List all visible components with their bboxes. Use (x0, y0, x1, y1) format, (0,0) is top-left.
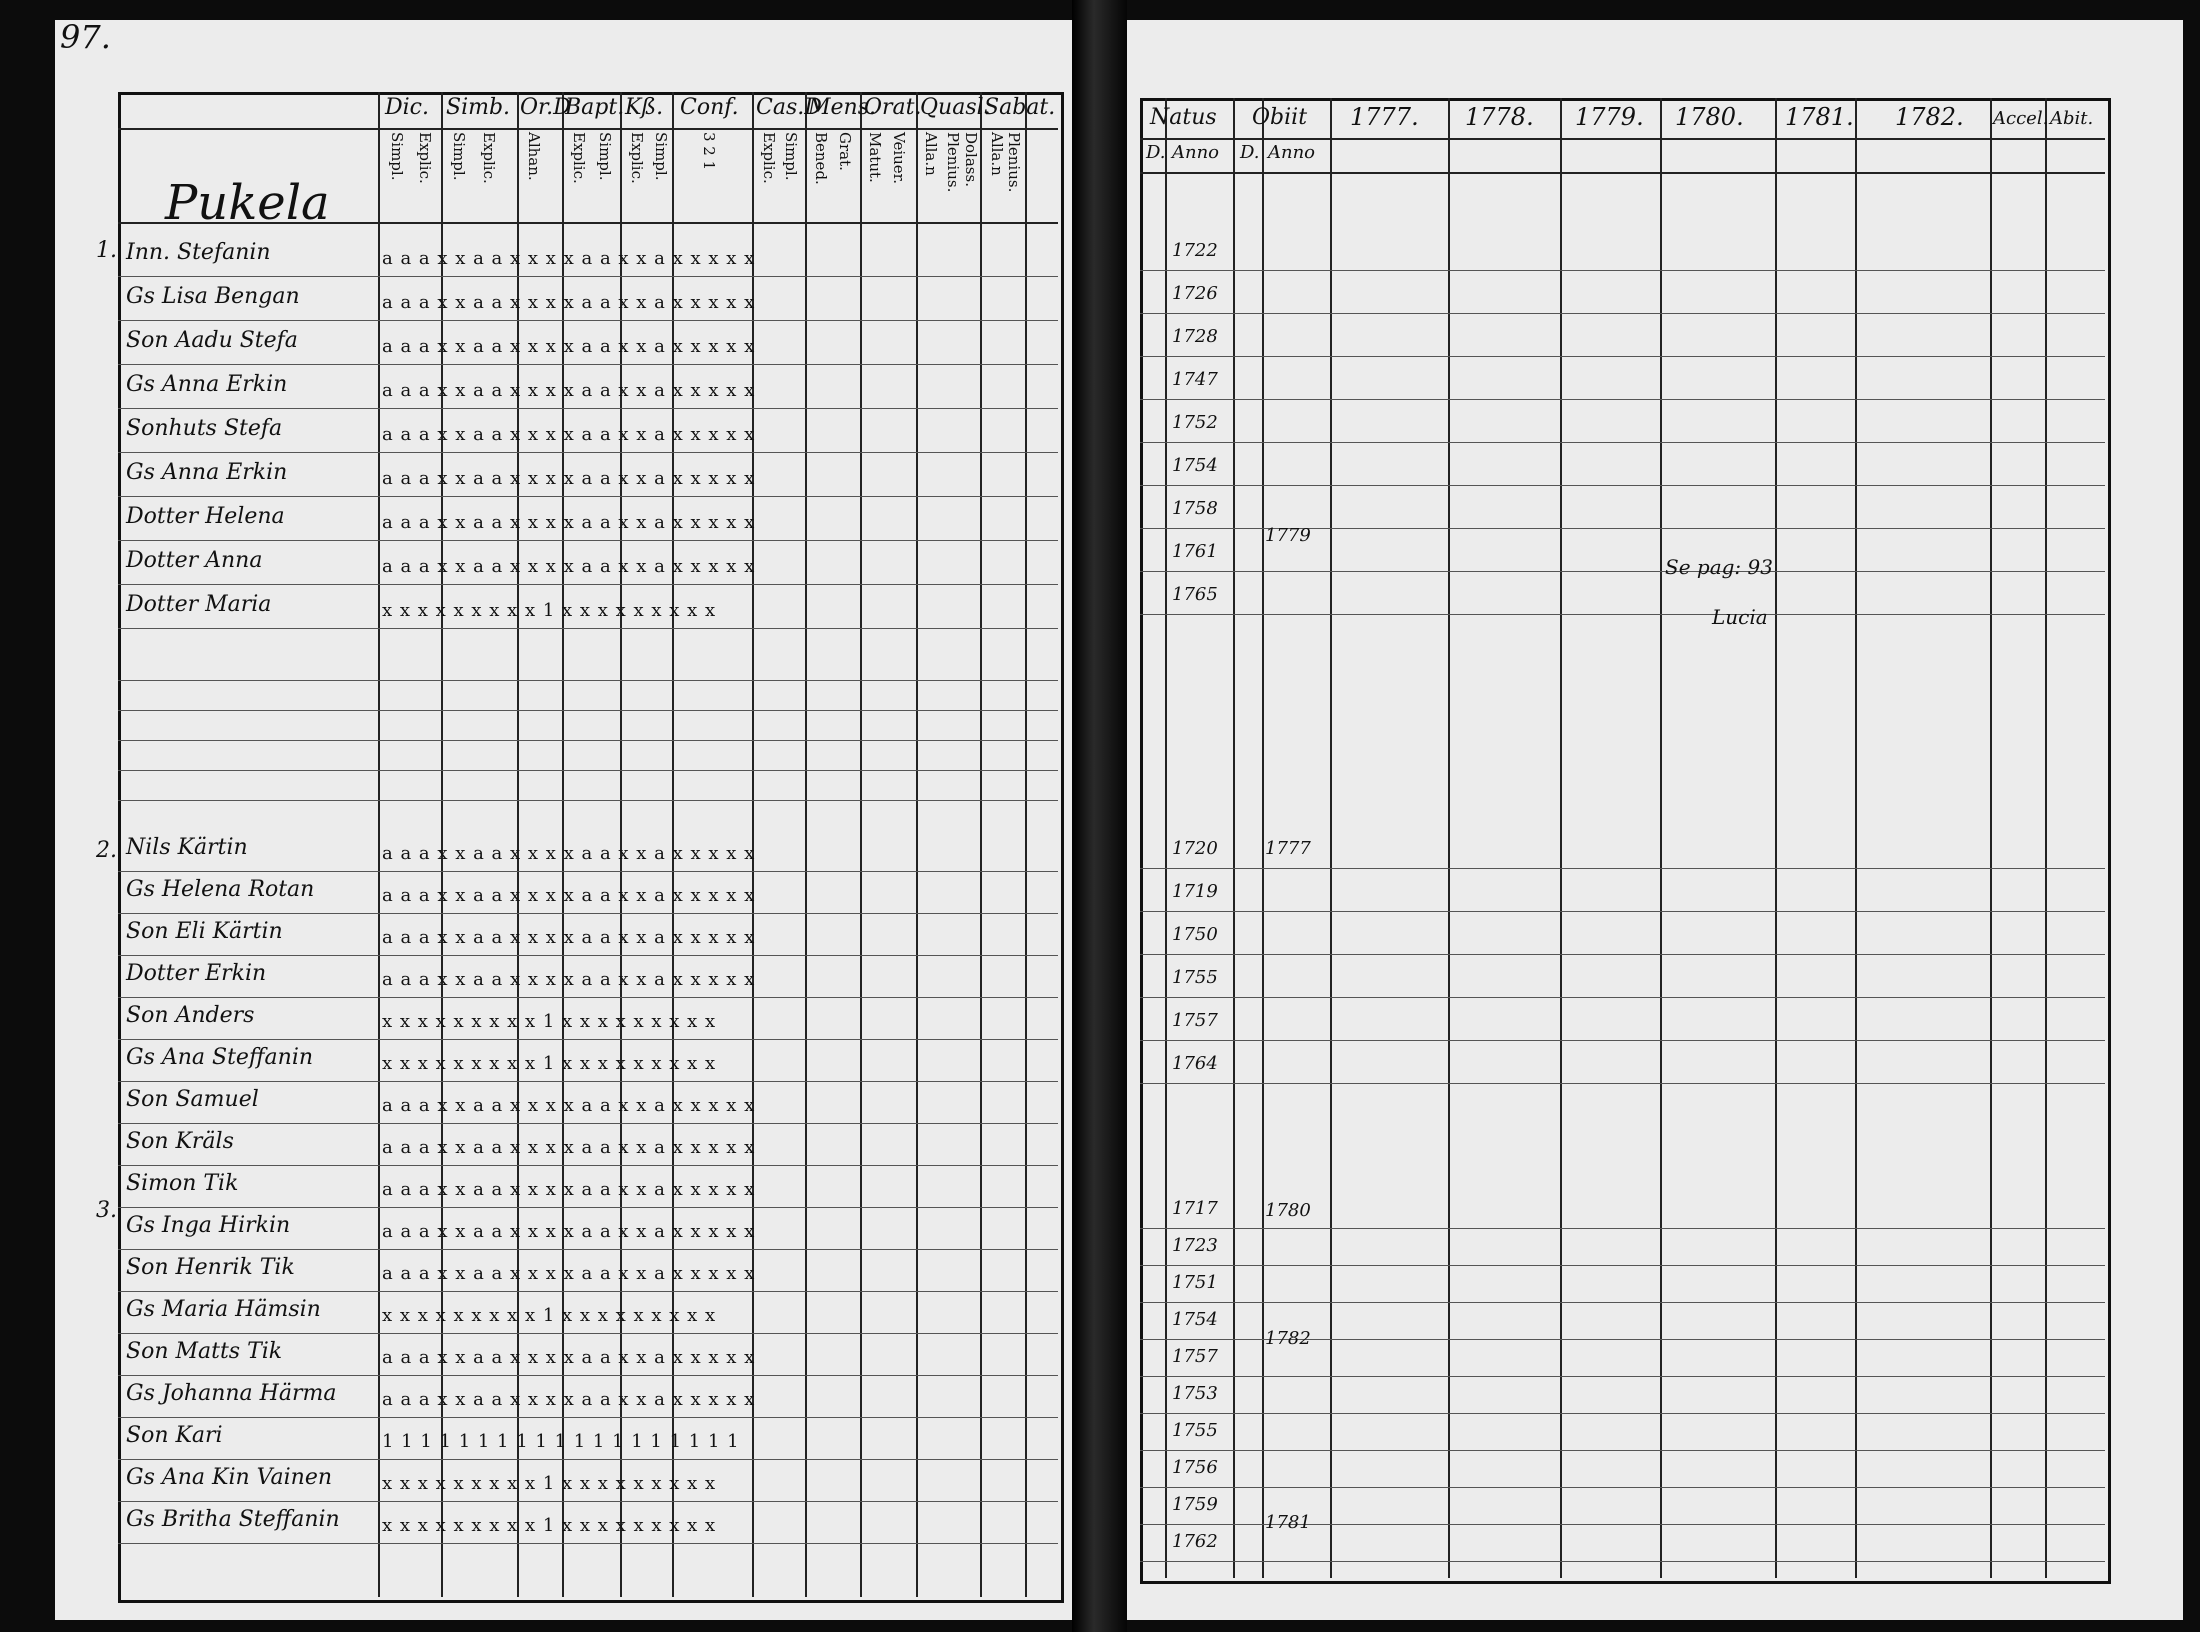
person-name: Son Henrik Tik (126, 1255, 295, 1280)
column-rule (1448, 98, 1450, 1578)
person-name: Son Aadu Stefa (126, 328, 298, 353)
row-rule (1140, 270, 2105, 271)
examination-marks: a a a x x a a x x x x a a x x a x x x x x (382, 1137, 756, 1158)
birth-year: 1717 (1172, 1198, 1218, 1219)
row-rule (1140, 1450, 2105, 1451)
examination-marks: a a a x x a a x x x x a a x x a x x x x x (382, 927, 756, 948)
person-name: Son Kräls (126, 1129, 234, 1154)
household-number: 1. (96, 238, 117, 263)
subheader: Bened. (812, 132, 830, 185)
column-rule (1855, 98, 1857, 1578)
subheader: Explic. (416, 132, 434, 184)
row-rule (1140, 1413, 2105, 1414)
birth-year: 1720 (1172, 838, 1218, 859)
examination-marks: a a a x x a a x x x x a a x x a x x x x x (382, 512, 756, 533)
birth-year: 1758 (1172, 498, 1218, 519)
person-name: Son Samuel (126, 1087, 259, 1112)
row-rule (118, 1249, 1058, 1250)
column-rule (1660, 98, 1662, 1578)
header-quasl: Quasl. (920, 95, 991, 120)
header-rule (1140, 172, 2105, 174)
person-name: Gs Helena Rotan (126, 877, 315, 902)
header-rule (118, 128, 1058, 130)
header-bapt: Bapt. (565, 95, 625, 120)
birth-year: 1755 (1172, 1420, 1218, 1441)
person-name: Gs Ana Kin Vainen (126, 1465, 333, 1490)
person-name: Son Eli Kärtin (126, 919, 283, 944)
header-conf: Conf. (680, 95, 739, 120)
birth-year: 1764 (1172, 1053, 1218, 1074)
row-rule (1140, 1487, 2105, 1488)
column-rule (980, 92, 982, 1597)
row-rule (118, 1501, 1058, 1502)
examination-marks: a a a x x a a x x x x a a x x a x x x x x (382, 468, 756, 489)
subheader: Simpl. (388, 132, 406, 181)
row-rule (1140, 997, 2105, 998)
examination-marks: a a a x x a a x x x x a a x x a x x x x x (382, 1347, 756, 1368)
column-rule (1025, 92, 1027, 1597)
row-rule (118, 1375, 1058, 1376)
header-natus: Natus (1150, 105, 1217, 130)
person-name: Gs Ana Steffanin (126, 1045, 314, 1070)
name-note: Lucia (1712, 605, 1768, 629)
row-rule (1140, 1302, 2105, 1303)
birth-year: 1719 (1172, 881, 1218, 902)
household-number: 3. (96, 1198, 117, 1223)
examination-marks: a a a x x a a x x x x a a x x a x x x x x (382, 556, 756, 577)
subheader: Explic. (628, 132, 646, 184)
subheader: Explic. (480, 132, 498, 184)
row-rule (118, 1543, 1058, 1544)
person-name: Son Matts Tik (126, 1339, 283, 1364)
row-rule (1140, 399, 2105, 400)
row-rule (118, 710, 1058, 711)
death-year: 1782 (1265, 1328, 1311, 1349)
row-rule (118, 1039, 1058, 1040)
column-rule (1560, 98, 1562, 1578)
row-rule (1140, 954, 2105, 955)
header-ord: Or.D (520, 95, 571, 120)
examination-marks: a a a x x a a x x x x a a x x a x x x x x (382, 1221, 756, 1242)
examination-marks: a a a x x a a x x x x a a x x a x x x x x (382, 1179, 756, 1200)
birth-year: 1762 (1172, 1531, 1218, 1552)
birth-year: 1726 (1172, 283, 1218, 304)
row-rule (118, 1081, 1058, 1082)
examination-marks: a a a x x a a x x x x a a x x a x x x x x (382, 380, 756, 401)
death-year: 1781 (1265, 1512, 1311, 1533)
birth-year: 1756 (1172, 1457, 1218, 1478)
row-rule (1140, 356, 2105, 357)
row-rule (118, 584, 1058, 585)
row-rule (118, 1459, 1058, 1460)
examination-marks: x x x x x x x x x 1 x x x x x x x x x (382, 1305, 717, 1326)
row-rule (118, 871, 1058, 872)
page-number: 97. (60, 18, 111, 56)
subheader: Explic. (760, 132, 778, 184)
examination-marks: a a a x x a a x x x x a a x x a x x x x x (382, 843, 756, 864)
examination-marks: x x x x x x x x x 1 x x x x x x x x x (382, 1473, 717, 1494)
header-obiit: Obiit (1252, 105, 1308, 130)
subheader: Dolass. (962, 132, 980, 187)
row-rule (1140, 1083, 2105, 1084)
examination-marks: a a a x x a a x x x x a a x x a x x x x x (382, 1095, 756, 1116)
header-simb: Simb. (446, 95, 511, 120)
row-rule (118, 408, 1058, 409)
column-rule (1990, 98, 1992, 1578)
row-rule (118, 800, 1058, 801)
death-year: 1777 (1265, 838, 1311, 859)
row-rule (1140, 485, 2105, 486)
examination-marks: a a a x x a a x x x x a a x x a x x x x x (382, 969, 756, 990)
person-name: Dotter Helena (126, 504, 285, 529)
header-accel: Accel. (1993, 108, 2049, 129)
row-rule (118, 1333, 1058, 1334)
birth-year: 1722 (1172, 240, 1218, 261)
subheader: Simpl. (782, 132, 800, 181)
examination-marks: a a a x x a a x x x x a a x x a x x x x x (382, 248, 756, 269)
person-name: Dotter Erkin (126, 961, 267, 986)
header-year-1778: 1778. (1465, 103, 1534, 131)
person-name: Nils Kärtin (126, 835, 248, 860)
subheader: Simpl. (596, 132, 614, 181)
birth-year: 1723 (1172, 1235, 1218, 1256)
row-rule (118, 452, 1058, 453)
subheader: Simpl. (450, 132, 468, 181)
header-year-1779: 1779. (1575, 103, 1644, 131)
column-rule (2045, 98, 2047, 1578)
row-rule (118, 496, 1058, 497)
row-rule (118, 320, 1058, 321)
row-rule (118, 997, 1058, 998)
birth-year: 1759 (1172, 1494, 1218, 1515)
header-year-1781: 1781. (1785, 103, 1854, 131)
birth-year: 1752 (1172, 412, 1218, 433)
subheader: Plenius. (944, 132, 962, 193)
row-rule (118, 740, 1058, 741)
row-rule (118, 1123, 1058, 1124)
row-rule (118, 680, 1058, 681)
birth-year: 1728 (1172, 326, 1218, 347)
person-name: Son Anders (126, 1003, 255, 1028)
person-name: Sonhuts Stefa (126, 416, 283, 441)
column-rule (1775, 98, 1777, 1578)
row-rule (118, 540, 1058, 541)
birth-year: 1755 (1172, 967, 1218, 988)
person-name: Dotter Maria (126, 592, 272, 617)
column-rule (1233, 98, 1235, 1578)
examination-marks: a a a x x a a x x x x a a x x a x x x x x (382, 1389, 756, 1410)
row-rule (1140, 1228, 2105, 1229)
subheader: Matut. (866, 132, 884, 183)
cross-reference-note: Se pag: 93 (1665, 555, 1773, 579)
row-rule (118, 276, 1058, 277)
examination-marks: x x x x x x x x x 1 x x x x x x x x x (382, 1515, 717, 1536)
examination-marks: x x x x x x x x x 1 x x x x x x x x x (382, 1011, 717, 1032)
row-rule (1140, 614, 2105, 615)
row-rule (118, 913, 1058, 914)
person-name: Gs Johanna Härma (126, 1381, 337, 1406)
examination-marks: a a a x x a a x x x x a a x x a x x x x x (382, 292, 756, 313)
birth-year: 1753 (1172, 1383, 1218, 1404)
header-dic: Dic. (385, 95, 429, 120)
column-rule (1330, 98, 1332, 1578)
birth-year: 1750 (1172, 924, 1218, 945)
row-rule (1140, 442, 2105, 443)
subheader: Plenius. (1005, 132, 1023, 193)
row-rule (118, 770, 1058, 771)
household-number: 2. (96, 838, 117, 863)
birth-year: 1747 (1172, 369, 1218, 390)
subheader-obiit-day: D. (1240, 142, 1260, 163)
column-rule (860, 92, 862, 1597)
examination-marks: x x x x x x x x x 1 x x x x x x x x x (382, 1053, 717, 1074)
row-rule (118, 628, 1058, 629)
examination-marks: a a a x x a a x x x x a a x x a x x x x x (382, 336, 756, 357)
row-rule (1140, 1040, 2105, 1041)
death-year: 1779 (1265, 525, 1311, 546)
row-rule (118, 1165, 1058, 1166)
row-rule (118, 364, 1058, 365)
row-rule (1140, 1561, 2105, 1562)
birth-year: 1751 (1172, 1272, 1218, 1293)
row-rule (118, 955, 1058, 956)
death-year: 1780 (1265, 1200, 1311, 1221)
person-name: Dotter Anna (126, 548, 263, 573)
person-name: Inn. Stefanin (126, 240, 271, 265)
subheader: Alhan. (525, 132, 543, 181)
column-rule (1262, 98, 1264, 1578)
subheader: 3 2 1 (700, 132, 718, 171)
subheader-obiit-anno: Anno (1268, 142, 1316, 163)
village-name: Pukela (165, 175, 330, 231)
row-rule (118, 1207, 1058, 1208)
subheader: Grat. (836, 132, 854, 171)
examination-marks: a a a x x a a x x x x a a x x a x x x x x (382, 885, 756, 906)
header-orat: Orat. (864, 95, 922, 120)
examination-marks: 1 1 1 1 1 1 1 1 1 1 1 1 1 1 1 1 1 1 1 (382, 1431, 740, 1452)
person-name: Gs Lisa Bengan (126, 284, 300, 309)
person-name: Son Kari (126, 1423, 223, 1448)
subheader: Explic. (570, 132, 588, 184)
examination-marks: a a a x x a a x x x x a a x x a x x x x x (382, 424, 756, 445)
row-rule (1140, 571, 2105, 572)
subheader-natus-anno: Anno (1172, 142, 1220, 163)
header-abit: Abit. (2050, 108, 2094, 129)
header-year-1780: 1780. (1675, 103, 1744, 131)
subheader: Simpl. (652, 132, 670, 181)
header-year-1782: 1782. (1895, 103, 1964, 131)
birth-year: 1754 (1172, 1309, 1218, 1330)
examination-marks: x x x x x x x x x 1 x x x x x x x x x (382, 600, 717, 621)
person-name: Gs Britha Steffanin (126, 1507, 340, 1532)
person-name: Gs Maria Hämsin (126, 1297, 321, 1322)
birth-year: 1754 (1172, 455, 1218, 476)
birth-year: 1757 (1172, 1346, 1218, 1367)
subheader: Alla.n (922, 132, 940, 176)
row-rule (1140, 1265, 2105, 1266)
header-casd: Cas.D (756, 95, 822, 120)
column-rule (916, 92, 918, 1597)
book-spine (1072, 0, 1127, 1632)
person-name: Simon Tik (126, 1171, 239, 1196)
subheader: Veiuer. (890, 132, 908, 184)
row-rule (118, 1417, 1058, 1418)
row-rule (1140, 911, 2105, 912)
header-year-1777: 1777. (1350, 103, 1419, 131)
person-name: Gs Anna Erkin (126, 460, 288, 485)
birth-year: 1757 (1172, 1010, 1218, 1031)
examination-marks: a a a x x a a x x x x a a x x a x x x x x (382, 1263, 756, 1284)
subheader: Alla.n (988, 132, 1006, 176)
person-name: Gs Anna Erkin (126, 372, 288, 397)
person-name: Gs Inga Hirkin (126, 1213, 291, 1238)
birth-year: 1765 (1172, 584, 1218, 605)
birth-year: 1761 (1172, 541, 1218, 562)
row-rule (1140, 868, 2105, 869)
header-mens: Mens. (808, 95, 876, 120)
column-rule (378, 92, 380, 1597)
header-rule (1140, 138, 2105, 140)
subheader-natus-day: D. (1146, 142, 1166, 163)
column-rule (805, 92, 807, 1597)
row-rule (1140, 313, 2105, 314)
column-rule (1165, 98, 1167, 1578)
header-sabat: Sabat. (984, 95, 1056, 120)
header-kss: Kß. (625, 95, 664, 120)
row-rule (1140, 1376, 2105, 1377)
row-rule (118, 1291, 1058, 1292)
